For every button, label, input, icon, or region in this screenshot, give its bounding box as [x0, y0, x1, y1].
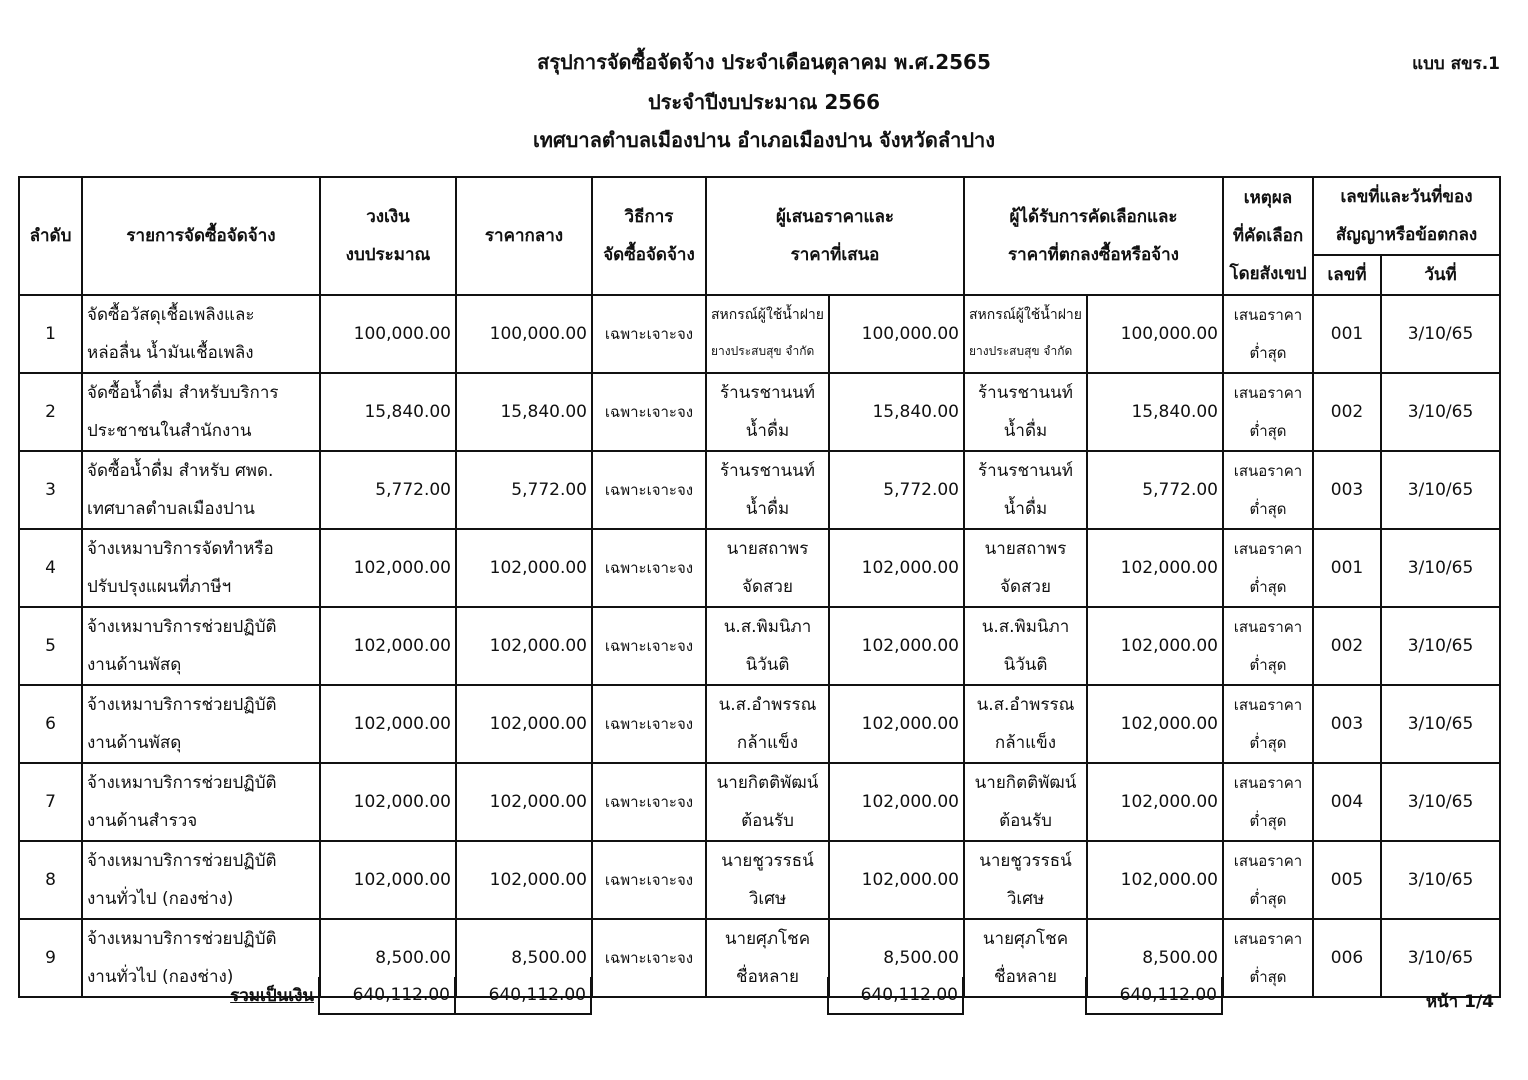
- row-method: เฉพาะเจาะจง: [592, 763, 706, 841]
- header-contract: เลขที่และวันที่ของ สัญญาหรือข้อตกลง: [1313, 177, 1500, 255]
- row-reason: เสนอราคา ต่ำสุด: [1223, 529, 1313, 607]
- row-contract-no: 004: [1313, 763, 1381, 841]
- row-bidder: นายกิตติพัฒน์ ต้อนรับ: [706, 763, 829, 841]
- totals-row: [18, 977, 1499, 1015]
- header-no: ลำดับ: [19, 177, 82, 295]
- row-reason: เสนอราคา ต่ำสุด: [1223, 607, 1313, 685]
- row-win-price: 102,000.00: [1087, 685, 1223, 763]
- row-contract-date: 3/10/65: [1381, 295, 1500, 373]
- row-contract-date: 3/10/65: [1381, 373, 1500, 451]
- row-reason: เสนอราคา ต่ำสุด: [1223, 451, 1313, 529]
- row-method: เฉพาะเจาะจง: [592, 607, 706, 685]
- row-contract-no: 002: [1313, 373, 1381, 451]
- row-method: เฉพาะเจาะจง: [592, 685, 706, 763]
- row-bid-price: 8,500.00: [829, 919, 964, 997]
- row-winner: ร้านรชานนท์ น้ำดื่ม: [964, 373, 1087, 451]
- row-bidder: น.ส.อำพรรณ กล้าแข็ง: [706, 685, 829, 763]
- row-item: จ้างเหมาบริการช่วยปฏิบัติ งานทั่วไป (กองช่าง): [82, 841, 320, 919]
- report-title: สรุปการจัดซื้อจัดจ้าง ประจำเดือนตุลาคม พ.ศ.2565: [537, 50, 991, 74]
- row-reason: เสนอราคา ต่ำสุด: [1223, 841, 1313, 919]
- row-reason: เสนอราคา ต่ำสุด: [1223, 685, 1313, 763]
- row-number: 4: [19, 529, 82, 607]
- row-item: จ้างเหมาบริการจัดทำหรือ ปรับปรุงแผนที่ภาษีฯ: [82, 529, 320, 607]
- total-label: รวมเป็นเงิน: [230, 985, 314, 1006]
- row-win-price: 102,000.00: [1087, 841, 1223, 919]
- table-row: [19, 295, 1500, 373]
- row-number: 5: [19, 607, 82, 685]
- header-contract-date: วันที่: [1381, 255, 1500, 295]
- header-method: วิธีการ จัดซื้อจัดจ้าง: [592, 177, 706, 295]
- row-median: 5,772.00: [456, 451, 592, 529]
- header-budget: วงเงิน งบประมาณ: [320, 177, 456, 295]
- header-reason: เหตุผล ที่คัดเลือก โดยสังเขป: [1223, 177, 1313, 295]
- header-contract-no: เลขที่: [1313, 255, 1381, 295]
- row-budget: 102,000.00: [320, 607, 456, 685]
- row-method: เฉพาะเจาะจง: [592, 295, 706, 373]
- row-win-price: 15,840.00: [1087, 373, 1223, 451]
- row-contract-no: 006: [1313, 919, 1381, 997]
- row-number: 8: [19, 841, 82, 919]
- row-bidder: น.ส.พิมนิภา นิวันติ: [706, 607, 829, 685]
- table-row: [19, 841, 1500, 919]
- form-code: แบบ สขร.1: [1412, 54, 1500, 74]
- row-budget: 102,000.00: [320, 841, 456, 919]
- row-budget: 102,000.00: [320, 529, 456, 607]
- row-contract-no: 003: [1313, 685, 1381, 763]
- row-reason: เสนอราคา ต่ำสุด: [1223, 295, 1313, 373]
- row-method: เฉพาะเจาะจง: [592, 529, 706, 607]
- total-bid-price: 640,112.00: [828, 977, 963, 1014]
- total-median: 640,112.00: [455, 977, 591, 1014]
- row-contract-date: 3/10/65: [1381, 529, 1500, 607]
- row-contract-date: 3/10/65: [1381, 451, 1500, 529]
- row-bid-price: 102,000.00: [829, 841, 964, 919]
- row-winner: น.ส.พิมนิภา นิวันติ: [964, 607, 1087, 685]
- table-row: [19, 529, 1500, 607]
- row-contract-no: 002: [1313, 607, 1381, 685]
- table-row: [19, 607, 1500, 685]
- row-bidder: สหกรณ์ผู้ใช้น้ำฝาย ยางประสบสุข จำกัด: [706, 295, 829, 373]
- row-contract-no: 001: [1313, 529, 1381, 607]
- row-winner: นายสถาพร จัดสวย: [964, 529, 1087, 607]
- row-median: 102,000.00: [456, 607, 592, 685]
- organization-title: เทศบาลตำบลเมืองปาน อำเภอเมืองปาน จังหวัดลำปาง: [532, 128, 996, 152]
- row-method: เฉพาะเจาะจง: [592, 919, 706, 997]
- row-budget: 5,772.00: [320, 451, 456, 529]
- row-median: 100,000.00: [456, 295, 592, 373]
- row-win-price: 5,772.00: [1087, 451, 1223, 529]
- table-row: [19, 763, 1500, 841]
- row-winner: นายชูวรรธน์ วิเศษ: [964, 841, 1087, 919]
- row-item: จัดซื้อน้ำดื่ม สำหรับ ศพด. เทศบาลตำบลเมืองปาน: [82, 451, 320, 529]
- row-bid-price: 102,000.00: [829, 763, 964, 841]
- row-bidder: นายศุภโชค ชื่อหลาย: [706, 919, 829, 997]
- row-win-price: 8,500.00: [1087, 919, 1223, 997]
- row-win-price: 102,000.00: [1087, 607, 1223, 685]
- row-bidder: ร้านรชานนท์ น้ำดื่ม: [706, 373, 829, 451]
- row-bid-price: 102,000.00: [829, 685, 964, 763]
- header-median: ราคากลาง: [456, 177, 592, 295]
- row-median: 102,000.00: [456, 529, 592, 607]
- row-bid-price: 100,000.00: [829, 295, 964, 373]
- row-bidder: นายชูวรรธน์ วิเศษ: [706, 841, 829, 919]
- table-row: [19, 685, 1500, 763]
- row-median: 15,840.00: [456, 373, 592, 451]
- row-winner: น.ส.อำพรรณ กล้าแข็ง: [964, 685, 1087, 763]
- row-bid-price: 102,000.00: [829, 607, 964, 685]
- row-method: เฉพาะเจาะจง: [592, 841, 706, 919]
- header-selected: ผู้ได้รับการคัดเลือกและ ราคาที่ตกลงซื้อหรือจ้าง: [964, 177, 1223, 295]
- row-number: 9: [19, 919, 82, 997]
- row-bidder: นายสถาพร จัดสวย: [706, 529, 829, 607]
- row-bid-price: 5,772.00: [829, 451, 964, 529]
- table-row: [19, 373, 1500, 451]
- row-winner: ร้านรชานนท์ น้ำดื่ม: [964, 451, 1087, 529]
- row-contract-no: 001: [1313, 295, 1381, 373]
- row-contract-no: 003: [1313, 451, 1381, 529]
- header-item: รายการจัดซื้อจัดจ้าง: [82, 177, 320, 295]
- row-budget: 100,000.00: [320, 295, 456, 373]
- row-bid-price: 102,000.00: [829, 529, 964, 607]
- row-contract-no: 005: [1313, 841, 1381, 919]
- row-item: จ้างเหมาบริการช่วยปฏิบัติ งานด้านพัสดุ: [82, 607, 320, 685]
- row-median: 102,000.00: [456, 841, 592, 919]
- row-item: จ้างเหมาบริการช่วยปฏิบัติ งานทั่วไป (กองช่าง): [82, 919, 320, 997]
- row-budget: 8,500.00: [320, 919, 456, 997]
- header-bidders: ผู้เสนอราคาและ ราคาที่เสนอ: [706, 177, 964, 295]
- row-contract-date: 3/10/65: [1381, 607, 1500, 685]
- row-winner: นายกิตติพัฒน์ ต้อนรับ: [964, 763, 1087, 841]
- row-number: 2: [19, 373, 82, 451]
- row-budget: 102,000.00: [320, 685, 456, 763]
- total-budget: 640,112.00: [319, 977, 455, 1014]
- row-bid-price: 15,840.00: [829, 373, 964, 451]
- page-number: หน้า 1/4: [1425, 992, 1494, 1012]
- row-item: จัดซื้อวัสดุเชื้อเพลิงและ หล่อลื่น น้ำมันเชื้อเพลิง: [82, 295, 320, 373]
- row-method: เฉพาะเจาะจง: [592, 373, 706, 451]
- row-reason: เสนอราคา ต่ำสุด: [1223, 373, 1313, 451]
- row-reason: เสนอราคา ต่ำสุด: [1223, 919, 1313, 997]
- row-winner: สหกรณ์ผู้ใช้น้ำฝาย ยางประสบสุข จำกัด: [964, 295, 1087, 373]
- row-contract-date: 3/10/65: [1381, 919, 1500, 997]
- procurement-table: [18, 176, 1501, 998]
- row-item: จ้างเหมาบริการช่วยปฏิบัติ งานด้านพัสดุ: [82, 685, 320, 763]
- row-number: 7: [19, 763, 82, 841]
- row-bidder: ร้านรชานนท์ น้ำดื่ม: [706, 451, 829, 529]
- row-contract-date: 3/10/65: [1381, 841, 1500, 919]
- row-number: 6: [19, 685, 82, 763]
- row-item: จ้างเหมาบริการช่วยปฏิบัติ งานด้านสำรวจ: [82, 763, 320, 841]
- row-contract-date: 3/10/65: [1381, 763, 1500, 841]
- row-median: 8,500.00: [456, 919, 592, 997]
- total-win-price: 640,112.00: [1086, 977, 1222, 1014]
- row-median: 102,000.00: [456, 763, 592, 841]
- row-win-price: 102,000.00: [1087, 529, 1223, 607]
- row-number: 3: [19, 451, 82, 529]
- row-contract-date: 3/10/65: [1381, 685, 1500, 763]
- fiscal-year-title: ประจำปีงบประมาณ 2566: [647, 90, 881, 114]
- row-win-price: 100,000.00: [1087, 295, 1223, 373]
- row-budget: 15,840.00: [320, 373, 456, 451]
- row-number: 1: [19, 295, 82, 373]
- row-budget: 102,000.00: [320, 763, 456, 841]
- row-item: จัดซื้อน้ำดื่ม สำหรับบริการ ประชาชนในสำนักงาน: [82, 373, 320, 451]
- row-winner: นายศุภโชค ชื่อหลาย: [964, 919, 1087, 997]
- table-row: [19, 451, 1500, 529]
- row-median: 102,000.00: [456, 685, 592, 763]
- row-reason: เสนอราคา ต่ำสุด: [1223, 763, 1313, 841]
- row-method: เฉพาะเจาะจง: [592, 451, 706, 529]
- row-win-price: 102,000.00: [1087, 763, 1223, 841]
